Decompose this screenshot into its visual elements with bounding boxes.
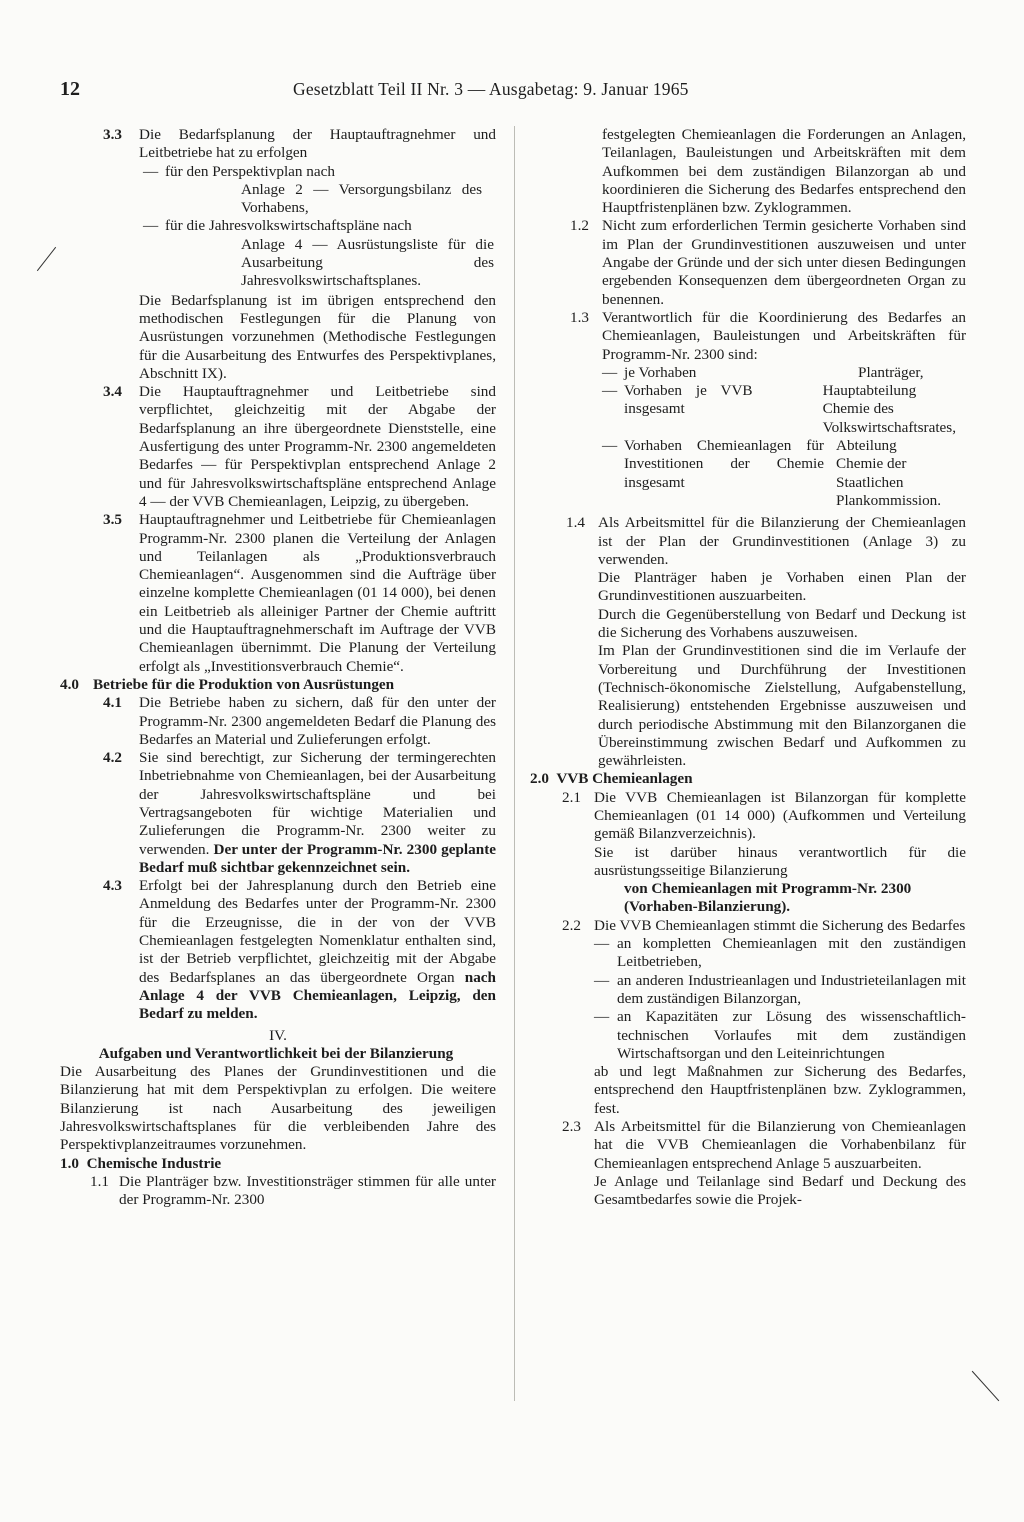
responsibility-row: — Vorhaben Chemieanlagen für Investitionen der Chemie insgesamt Abteilung Chemie der Staatlichen Plankommission. xyxy=(602,437,942,509)
section-2-0 xyxy=(530,770,966,788)
paragraph: Sie sind berechtigt, zur Sicherung der termingerechten Inbetriebnahme von Chemieanlagen, bei der Ausarbeitung der Jahresvolkswirtschaftspläne und bei Vertragsangeboten für wichtige Materialien und Zulieferungen die Programm-Nr. 2300 weiter zu verwenden. Der unter der Programm-Nr. 2300 geplante Bedarf muß sichtbar gekennzeichnet sein. xyxy=(139,749,496,876)
pen-mark xyxy=(37,247,56,271)
section-number: 2.2 xyxy=(562,916,581,934)
page-header xyxy=(60,80,960,104)
bold-line: von Chemieanlagen mit Programm-Nr. 2300 xyxy=(624,880,912,898)
paragraph: Anlage 2 — Versorgungsbilanz des Vorhabens, xyxy=(241,180,482,217)
dash-text: für die Jahresvolkswirtschaftspläne nach xyxy=(165,217,412,235)
row-right: Abteilung Chemie der Staatlichen Plankommission. xyxy=(836,437,942,509)
section-2-2 xyxy=(530,917,966,1118)
paragraph: Verantwortlich für die Koordinierung des Bedarfes an Chemieanlagen, Bauleistungen und Arbeitskräften für Programm-Nr. 2300 sind: xyxy=(602,308,966,363)
running-title: Gesetzblatt Teil II Nr. 3 — Ausgabetag: 9. Januar 1965 xyxy=(293,79,689,99)
right-column xyxy=(530,126,966,1210)
paragraph: Anlage 4 — Ausrüstungsliste für die Ausarbeitung des Jahresvolkswirtschaftsplanes. xyxy=(241,235,494,290)
section-2-1 xyxy=(530,789,966,917)
chapter-title: Aufgaben und Verantwortlichkeit bei der Bilanzierung xyxy=(98,1044,454,1062)
section-heading: 1.0 Chemische Industrie xyxy=(60,1154,222,1172)
section-1-3 xyxy=(530,309,966,510)
dash-item: — an Kapazitäten zur Lösung des wissenschaftlich-technischen Vorlaufes mit dem zuständigen Wirtschaftsorgan und den Leiteinrichtungen xyxy=(594,1008,966,1062)
dash-item: — an anderen Industrieanlagen und Industrieteilanlagen mit dem zuständigen Bilanzorgan, xyxy=(594,971,966,1007)
section-number: 1.2 xyxy=(570,217,589,235)
row-right: Hauptabteilung Chemie des Volkswirtschaftsrates, xyxy=(822,382,956,436)
paragraph: Die Bedarfsplanung der Hauptauftragnehmer und Leitbetriebe hat zu erfolgen xyxy=(139,126,496,162)
dash-text: an Kapazitäten zur Lösung des wissenschaftlich-technischen Vorlaufes mit dem zuständigen Wirtschaftsorgan und den Leiteinrichtungen xyxy=(617,1008,966,1062)
section-number: 3.4 xyxy=(103,383,122,401)
paragraph: Nicht zum erforderlichen Termin gesicherte Vorhaben sind im Plan der Grundinvestitionen auszuweisen und unter Angabe der Gründe und der sich unter diesen Bedingungen ergebenden Konsequenzen dem übergeordneten Organ zu benennen. xyxy=(602,217,966,308)
section-4-2 xyxy=(60,749,496,877)
section-3-4 xyxy=(60,383,496,511)
paragraph: Als Arbeitsmittel für die Bilanzierung der Chemieanlagen ist der Plan der Grundinvestitionen (Anlage 3) zu verwenden. xyxy=(598,514,966,568)
section-3-5 xyxy=(60,511,496,676)
section-3-3 xyxy=(60,126,496,383)
paragraph: Im Plan der Grundinvestitionen sind die im Verlaufe der Vorbereitung und Durchführung der Investitionen (Technisch-ökonomische Zielstellung, Aufgabenstellung, Realisierung) entstehenden Ergebnisse auszuweisen und durch periodische Abstimmung mit den Bilanzorganen die Übereinstimmung zwischen Bedarf und Aufkommen zu gewährleisten. xyxy=(598,642,966,770)
section-4-1 xyxy=(60,694,496,749)
row-left: Vorhaben Chemieanlagen für Investitionen der Chemie insgesamt xyxy=(624,437,824,491)
paragraph: Die VVB Chemieanlagen stimmt die Sicherung des Bedarfes xyxy=(594,916,966,934)
row-left: je Vorhaben xyxy=(624,363,697,381)
paragraph: Die Ausarbeitung des Planes der Grundinvestitionen und die Bilanzierung hat mit dem Perspektivplan zu erfolgen. Die weitere Bilanzierung ist nach Ausarbeitung des jeweiligen Jahresvolkswirtschaftsplanes für die verbleibenden Jahre des Perspektivplanzeitraumes vorzunehmen. xyxy=(60,1063,496,1154)
section-number: 1.1 xyxy=(90,1172,109,1190)
responsibility-row: — Vorhaben je VVB insgesamt Hauptabteilung Chemie des Volkswirtschaftsrates, xyxy=(602,382,956,436)
paragraph: Je Anlage und Teilanlage sind Bedarf und Deckung des Gesamtbedarfes sowie die Projek- xyxy=(594,1172,966,1209)
bold-line: (Vorhaben-Bilanzierung). xyxy=(624,898,791,916)
paragraph: Als Arbeitsmittel für die Bilanzierung von Chemieanlagen hat die VVB Chemieanlagen die Vorhabenbilanz für Chemieanlagen entsprechend Anlage 5 auszuarbeiten. xyxy=(594,1118,966,1172)
paragraph: Die Betriebe haben zu sichern, daß für den unter der Programm-Nr. 2300 angemeldeten Bedarf die Planung des Bedarfes an Material und Zulieferungen erfolgt. xyxy=(139,694,496,748)
paragraph: Sie ist darüber hinaus verantwortlich für die ausrüstungsseitige Bilanzierung xyxy=(594,843,966,879)
section-number: 1.4 xyxy=(566,514,585,532)
paragraph: Erfolgt bei der Jahresplanung durch den Betrieb eine Anmeldung des Bedarfes unter der Programm-Nr. 2300 für die Erzeugnisse, die in der von der VVB Chemieanlagen festgelegten Nomenklatur enthalten sind, ist der Betrieb verpflichtet, gleichzeitig mit der Abgabe des Bedarfsplanes an das übergeordnete Organ nach Anlage 4 der VVB Chemieanlagen, Leipzig, den Bedarf zu melden. xyxy=(139,877,496,1023)
section-number: 2.1 xyxy=(562,788,581,806)
chapter-number: IV. xyxy=(269,1026,287,1044)
section-number: 2.3 xyxy=(562,1118,581,1136)
section-number: 3.3 xyxy=(103,126,122,143)
section-number: 3.5 xyxy=(103,511,122,529)
section-1-2 xyxy=(530,217,966,308)
section-1-0 xyxy=(60,1155,496,1173)
page-number: 12 xyxy=(60,78,80,100)
paragraph: ab und legt Maßnahmen zur Sicherung des Bedarfes, entsprechend den Hauptfristenplänen bzw. Zyklogrammen, fest. xyxy=(594,1063,966,1117)
pen-mark xyxy=(972,1371,1000,1401)
row-right: Planträger, xyxy=(858,363,924,381)
paragraph: Die Bedarfsplanung ist im übrigen entsprechend den methodischen Festlegungen für die Planung von Ausrüstungen vorzunehmen (Methodische Festlegungen für die Ausarbeitung des Entwurfes des Perspektivplanes, Abschnitt IX). xyxy=(139,291,496,382)
section-2-3 xyxy=(530,1118,966,1209)
responsibility-row: — je Vorhaben Planträger, xyxy=(602,363,924,381)
left-column xyxy=(60,126,496,1210)
column-divider xyxy=(514,126,515,1401)
paragraph: festgelegten Chemieanlagen die Forderungen an Anlagen, Teilanlagen, Bauleistungen und Arbeitskräften mit dem Aufkommen bei dem zuständigen Bilanzorgan ab und koordinieren die Sicherung des Bedarfes entsprechend den Hauptfristenplänen bzw. Zyklogrammen. xyxy=(602,126,966,217)
row-left: Vorhaben je VVB insgesamt xyxy=(624,382,753,418)
section-heading: Betriebe für die Produktion von Ausrüstungen xyxy=(93,675,395,693)
paragraph: Die Planträger haben je Vorhaben einen Plan der Grundinvestitionen auszuarbeiten. xyxy=(598,569,966,605)
dash-item: — für den Perspektivplan nach xyxy=(143,162,335,180)
dash-text: an kompletten Chemieanlagen mit den zuständigen Leitbetrieben, xyxy=(617,935,966,971)
dash-text: an anderen Industrieanlagen und Industrieteilanlagen mit dem zuständigen Bilanzorgan, xyxy=(617,971,966,1007)
section-4-0 xyxy=(60,676,496,694)
paragraph: Durch die Gegenüberstellung von Bedarf und Deckung ist die Sicherung des Vorhabens auszuweisen. xyxy=(598,605,966,642)
paragraph: Die VVB Chemieanlagen ist Bilanzorgan für komplette Chemieanlagen (01 14 000) (Aufkommen und Verteilung gemäß Bilanzverzeichnis). xyxy=(594,788,966,843)
section-number: 1.3 xyxy=(570,308,589,326)
section-number: 4.0 xyxy=(60,675,79,693)
section-heading: 2.0 VVB Chemieanlagen xyxy=(530,770,693,788)
paragraph: Die Planträger bzw. Investitionsträger stimmen für alle unter der Programm-Nr. 2300 xyxy=(119,1172,496,1209)
section-number: 4.3 xyxy=(103,877,122,895)
section-number: 4.1 xyxy=(103,694,122,712)
section-1-1 xyxy=(60,1173,496,1210)
section-4-3 xyxy=(60,877,496,1023)
section-number: 4.2 xyxy=(103,749,122,767)
dash-text: für den Perspektivplan nach xyxy=(165,162,335,180)
dash-item: — an kompletten Chemieanlagen mit den zuständigen Leitbetrieben, xyxy=(594,935,966,971)
section-1-4 xyxy=(530,514,966,770)
dash-item: — für die Jahresvolkswirtschaftspläne nach xyxy=(143,217,412,235)
paragraph: Die Hauptauftragnehmer und Leitbetriebe sind verpflichtet, gleichzeitig mit der Abgabe der Bedarfsplanung an ihre übergeordnete Dienststelle, eine Ausfertigung des unter Programm-Nr. 2300 angemeldeten Bedarfes — für Perspektivplan entsprechend Anlage 2 und für Jahresvolkswirtschaftspläne entsprechend Anlage 4 — der VVB Chemieanlagen, Leipzig, zu übergeben. xyxy=(139,383,496,510)
paragraph: Hauptauftragnehmer und Leitbetriebe für Chemieanlagen Programm-Nr. 2300 planen die Verteilung der Anlagen und Teilanlagen als „Produktionsverbrauch Chemieanlagen“. Ausgenommen sind die Aufträge über einzelne komplette Chemieanlagen (01 14 000), bei denen ein Leitbetrieb als alleiniger Partner der Chemie auftritt und die Hauptauftragnehmerschaft im Auftrage der VVB Chemieanlagen übernimmt. Die Planung der Verteilung erfolgt als „Investitionsverbrauch Chemie“. xyxy=(139,511,496,675)
